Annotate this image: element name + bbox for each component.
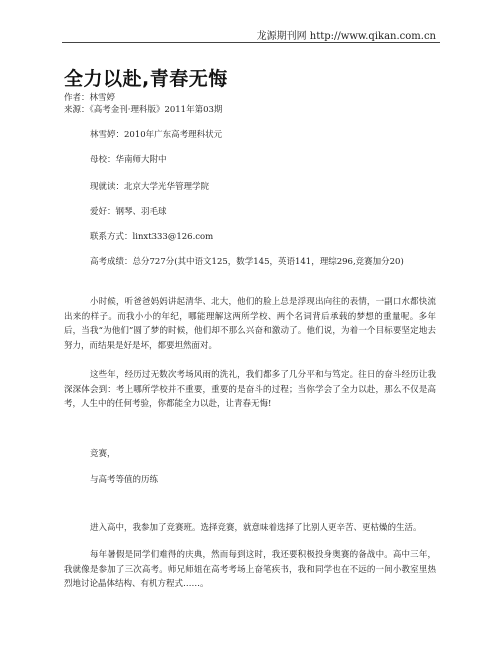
article-author: 作者：林雪婷 [64, 93, 116, 103]
site-header: 龙源期刊网 http://www.qikan.com.cn [256, 31, 436, 42]
profile-line: 母校：华南师大附中 [90, 155, 167, 165]
body-paragraph: 每年暑假是同学们难得的庆典，然而每到这时，我还要积极投身奥赛的备战中。高中三年，我就像是参加了三次高考。师兄师姐在高考考场上奋笔疾书，我和同学也在不远的一间小教室里热烈地讨论晶体结构、有机方程式……。 [64, 550, 436, 589]
article-title: 全力以赴,青春无悔 [64, 68, 228, 90]
header-rule [62, 42, 440, 43]
body-paragraph: 这些年，经历过无数次考场风雨的洗礼，我们都多了几分平和与笃定。往日的奋斗经历让我深深体会到：考上哪所学校并不重要，重要的是奋斗的过程；当你学会了全力以赴，那么不仅是高考，人生中的任何考验，你都能全力以赴，让青春无悔! [64, 370, 436, 409]
profile-line: 爱好：钢琴、羽毛球 [90, 207, 167, 217]
profile-line: 现就读：北京大学光华管理学院 [90, 182, 210, 192]
article-source: 来源：《高考金刊·理科版》2011年第03期 [64, 105, 223, 115]
profile-line: 林雪婷：2010年广东高考理科状元 [90, 130, 223, 140]
profile-line: 联系方式：linxt333@126.com [90, 232, 214, 242]
section-heading: 与高考等值的历练 [90, 475, 159, 485]
body-paragraph: 小时候，听爸爸妈妈讲起清华、北大，他们的脸上总是浮现出向往的表情，一副口水都快流出来的样子。而我小小的年纪，哪能理解这两所学校、两个名词背后承载的梦想的重量呢。多年后，当我“为他们”圆了梦的时候，他们却不那么兴奋和激动了。他们说，为着一个目标要坚定地去努力，而结果是好是坏，都要坦然面对。 [64, 297, 436, 351]
body-paragraph: 进入高中，我参加了竞赛班。选择竞赛，就意味着选择了比别人更辛苦、更枯燥的生活。 [90, 523, 422, 533]
profile-line: 高考成绩：总分727分(其中语文125，数学145，英语141，理综296,竞赛加分20) [90, 257, 404, 267]
section-heading: 竞赛， [90, 449, 116, 459]
